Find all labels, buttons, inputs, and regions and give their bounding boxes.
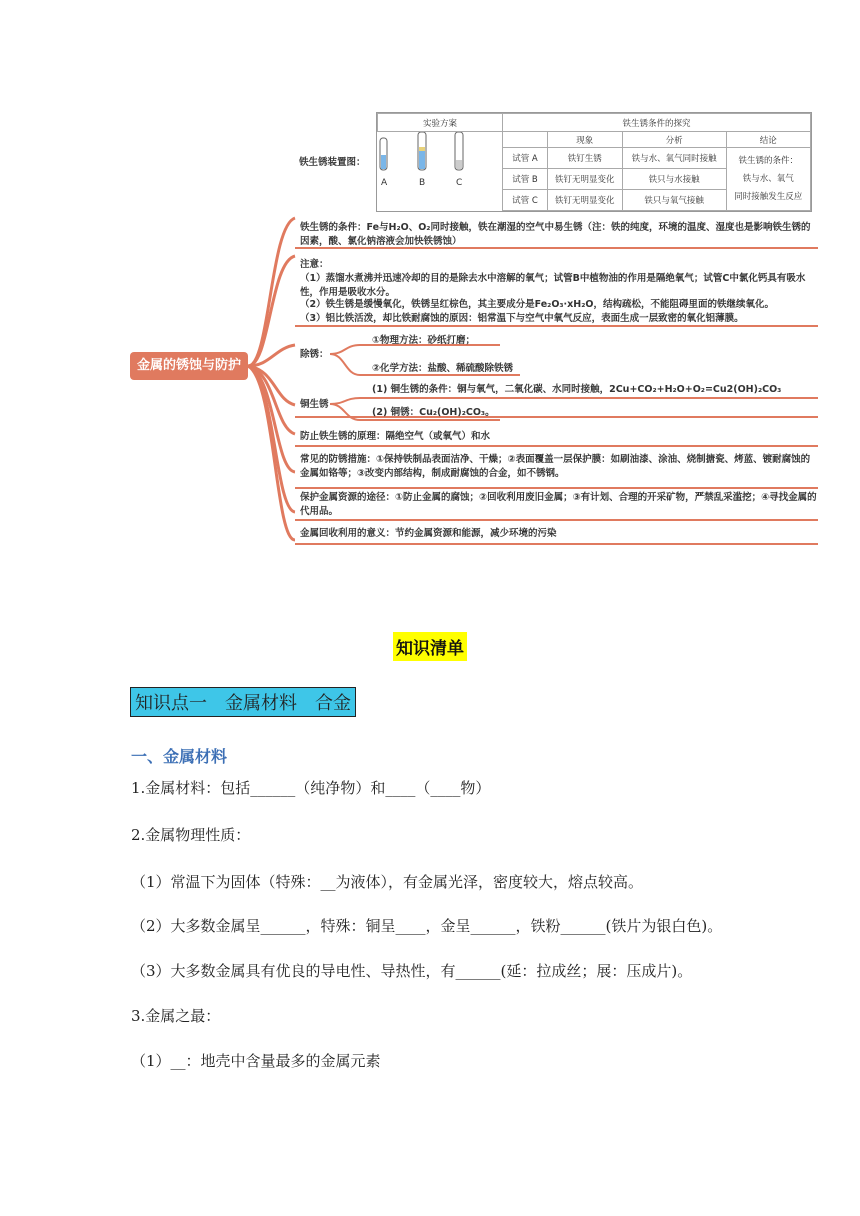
mind-map <box>0 0 860 560</box>
tube-c-caption: C <box>456 178 463 188</box>
doc-line: 2.金属物理性质： <box>131 826 251 844</box>
doc-line: （3）大多数金属具有优良的导电性、导热性，有______(延：拉成丝；展：压成片)。 <box>131 962 693 980</box>
tube-a-caption: A <box>381 178 388 188</box>
copper-condition: (1) 铜生锈的条件：铜与氧气，二氧化碳、水同时接触，2Cu+CO₂+H₂O+O₂=Cu2(OH)₂CO₃ <box>372 384 782 395</box>
section-title: 一、金属材料 <box>131 747 228 766</box>
branch-protect: 保护金属资源的途径：①防止金属的腐蚀；②回收利用废旧金属；③有计划、合理的开采矿物，严禁乱采滥挖；④寻找金属的代用品。 <box>300 492 817 517</box>
device-label: 铁生锈装置图： <box>299 157 366 168</box>
rust-removal-physical: ①物理方法：砂纸打磨； <box>372 335 476 346</box>
tube-cell: 试管 B <box>503 168 548 189</box>
branch-principle: 防止铁生锈的原理：隔绝空气（或氧气）和水 <box>300 431 491 442</box>
doc-line: 1.金属材料：包括______（纯净物）和____（____物） <box>131 779 491 797</box>
header-conclusion: 结论 <box>726 132 810 148</box>
branch-rust-removal: 除锈： <box>300 349 329 360</box>
branch-note-title: 注意： <box>300 259 329 270</box>
main-heading: 知识清单 <box>393 632 467 661</box>
knowledge-point-title: 知识点一 金属材料 合金 <box>130 687 356 717</box>
mind-map-root: 金属的锈蚀与防护 <box>130 352 248 380</box>
branch-copper: 铜生锈 <box>300 399 329 410</box>
header-phenomenon: 现象 <box>548 132 623 148</box>
conclusion-line: 铁与水、氧气 <box>742 174 794 184</box>
branch-note-1: （1）蒸馏水煮沸并迅速冷却的目的是除去水中溶解的氧气；试管B中植物油的作用是隔绝氧气；试管C中氯化钙具有吸水性，作用是吸收水分。 <box>300 273 806 298</box>
branch-note-3: （3）铝比铁活泼，却比铁耐腐蚀的原因：铝常温下与空气中氧气反应，表面生成一层致密的氧化铝薄膜。 <box>300 313 744 324</box>
tube-cell: 试管 A <box>503 148 548 169</box>
phenomenon-cell: 铁钉无明显变化 <box>548 168 623 189</box>
copper-rust: (2) 铜锈：Cu₂(OH)₂CO₃。 <box>372 407 495 418</box>
phenomenon-cell: 铁钉生锈 <box>548 148 623 169</box>
branch-note-2: （2）铁生锈是缓慢氧化，铁锈呈红棕色，其主要成分是Fe₂O₃·xH₂O，结构疏松，不能阻碍里面的铁继续氧化。 <box>300 299 774 310</box>
conclusion-line: 铁生锈的条件： <box>738 156 799 166</box>
branch-measures: 常见的防锈措施：①保持铁制品表面洁净、干燥；②表面覆盖一层保护膜：如刷油漆、涂油、烧制搪瓷、烤蓝、镀耐腐蚀的金属如铬等；③改变内部结构，制成耐腐蚀的合金，如不锈钢。 <box>300 454 811 479</box>
header-analysis: 分析 <box>622 132 726 148</box>
analysis-cell: 铁与水、氧气同时接触 <box>622 148 726 169</box>
branch-rust-conditions: 铁生锈的条件：Fe与H₂O、O₂同时接触，铁在潮湿的空气中易生锈（注：铁的纯度，环境的温度、湿度也是影响铁生锈的因素，酸、氯化钠溶液会加快铁锈蚀） <box>300 222 811 247</box>
tube-b-caption: B <box>419 178 426 188</box>
conclusion-line: 同时接触发生反应 <box>734 192 803 202</box>
doc-line: （1）__：地壳中含量最多的金属元素 <box>131 1052 381 1070</box>
conclusion-cell <box>726 148 810 211</box>
branch-recycle: 金属回收利用的意义：节约金属资源和能源，减少环境的污染 <box>300 528 557 539</box>
phenomenon-cell: 铁钉无明显变化 <box>548 189 623 210</box>
tube-cell: 试管 C <box>503 189 548 210</box>
rust-removal-chemical: ②化学方法：盐酸、稀硫酸除铁锈 <box>372 363 514 374</box>
experiment-table <box>376 112 812 212</box>
table-title-plan: 实验方案 <box>378 114 503 132</box>
analysis-cell: 铁只与水接触 <box>622 168 726 189</box>
analysis-cell: 铁只与氧气接触 <box>622 189 726 210</box>
doc-line: 3.金属之最： <box>131 1007 221 1025</box>
doc-line: （1）常温下为固体（特殊：__为液体），有金属光泽，密度较大，熔点较高。 <box>131 873 644 891</box>
table-title-explore: 铁生锈条件的探究 <box>503 114 811 132</box>
doc-line: （2）大多数金属呈______，特殊：铜呈____，金呈______，铁粉______(铁片为银白色)。 <box>131 917 723 935</box>
